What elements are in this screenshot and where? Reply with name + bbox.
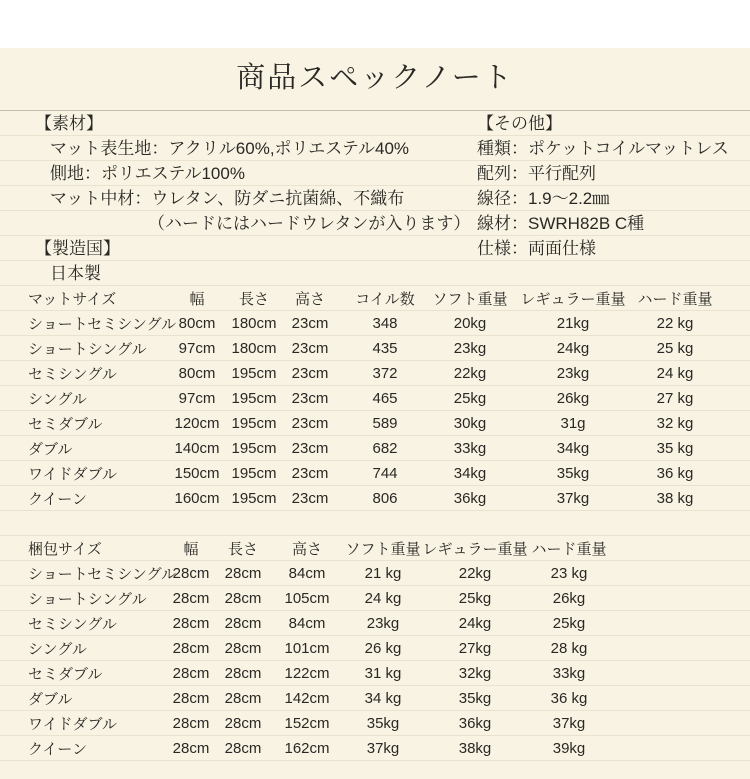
header-row [0, 536, 750, 561]
table-cell: 37kg [366, 740, 400, 757]
table-cell: 744 [372, 465, 398, 482]
table-cell: 28cm [224, 565, 262, 582]
table-cell: 35kg [458, 690, 492, 707]
package-size-table-wrap [0, 536, 750, 761]
column-header: コイル数 [355, 291, 415, 308]
table-cell: 28cm [172, 590, 210, 607]
table-cell: 23kg [556, 365, 590, 382]
materials-heading: 【素材】 [35, 114, 103, 133]
table-row [0, 386, 750, 411]
table-cell: 160cm [174, 490, 220, 507]
table-cell: 195cm [231, 390, 277, 407]
table-cell: 97cm [178, 390, 216, 407]
table-cell: 122cm [284, 665, 330, 682]
column-header: ソフト重量 [345, 541, 421, 558]
page-title: 商品スペックノート [236, 62, 514, 94]
table-cell: 28cm [172, 690, 210, 707]
table-cell: 195cm [231, 440, 277, 457]
column-header: 高さ [291, 541, 322, 558]
table-cell: セミダブル [28, 416, 103, 433]
table-cell: 36 kg [656, 465, 694, 482]
other-wire-diameter: 線径：1.9～2.2㎜ [477, 189, 610, 208]
table-cell: 20kg [453, 315, 487, 332]
table-cell: 180cm [231, 315, 277, 332]
column-header: 高さ [294, 291, 325, 308]
table-row [0, 636, 750, 661]
table-row [0, 311, 750, 336]
table-cell: クイーン [28, 741, 87, 758]
table-cell: 25kg [458, 590, 492, 607]
filler-cell [609, 661, 750, 686]
table-cell: ショートセミシングル [28, 316, 177, 333]
table-cell: 162cm [284, 740, 330, 757]
table-cell: 80cm [178, 365, 216, 382]
filler-cell [609, 586, 750, 611]
table-cell: 28cm [224, 615, 262, 632]
mat-size-table-wrap [0, 286, 750, 511]
table-cell: ショートセミシングル [28, 566, 177, 583]
other-heading: 【その他】 [477, 114, 562, 133]
table-cell: 21kg [556, 315, 590, 332]
table-cell: 23 kg [550, 565, 588, 582]
mat-size-table [0, 286, 750, 511]
table-row [0, 686, 750, 711]
table-cell: 28cm [224, 590, 262, 607]
filler-cell [609, 561, 750, 586]
table-cell: 30kg [453, 415, 487, 432]
table-row [0, 436, 750, 461]
table-cell: 23kg [366, 615, 400, 632]
table-cell: 348 [372, 315, 398, 332]
table-cell: 105cm [284, 590, 330, 607]
table-cell: 23cm [291, 365, 329, 382]
materials-filling-note: （ハードにはハードウレタンが入ります） [148, 214, 471, 233]
column-header: レギュラー重量 [520, 291, 626, 308]
filler-cell [713, 361, 750, 386]
table-row [0, 711, 750, 736]
table-cell: 23cm [291, 465, 329, 482]
table-cell: クイーン [28, 491, 87, 508]
table-cell: 27 kg [656, 390, 694, 407]
table-row [0, 461, 750, 486]
other-spec: 仕様：両面仕様 [477, 239, 596, 258]
table-cell: ダブル [28, 691, 73, 708]
column-header: ハード重量 [531, 541, 607, 558]
table-cell: 140cm [174, 440, 220, 457]
table-cell: 34kg [453, 465, 487, 482]
table-row [0, 611, 750, 636]
table-cell: ワイドダブル [28, 466, 117, 483]
table-cell: 84cm [288, 565, 326, 582]
table-cell: 34 kg [364, 690, 402, 707]
column-header: 梱包サイズ [28, 541, 102, 558]
filler-cell [713, 311, 750, 336]
table-cell: 26kg [552, 590, 586, 607]
filler-cell [713, 461, 750, 486]
table-cell: 150cm [174, 465, 220, 482]
table-cell: 195cm [231, 465, 277, 482]
table-cell: セミシングル [28, 366, 117, 383]
table-cell: 35 kg [656, 440, 694, 457]
table-cell: 38kg [458, 740, 492, 757]
table-cell: 32 kg [656, 415, 694, 432]
table-cell: セミシングル [28, 616, 117, 633]
column-header: 幅 [183, 541, 199, 558]
table-cell: 28cm [172, 715, 210, 732]
table-cell: 22 kg [656, 315, 694, 332]
table-cell: 142cm [284, 690, 330, 707]
table-cell: 23cm [291, 490, 329, 507]
table-cell: 28cm [224, 690, 262, 707]
materials-surface-fabric: マット表生地：アクリル60%,ポリエステル40% [50, 139, 410, 158]
table-cell: ワイドダブル [28, 716, 117, 733]
table-cell: 39kg [552, 740, 586, 757]
table-cell: 23kg [453, 340, 487, 357]
filler-cell [609, 636, 750, 661]
country-value: 日本製 [50, 264, 101, 283]
package-size-table [0, 536, 750, 761]
table-cell: 195cm [231, 365, 277, 382]
table-cell: 23cm [291, 315, 329, 332]
table-cell: 28cm [172, 640, 210, 657]
table-cell: シングル [28, 641, 87, 658]
table-row [0, 736, 750, 761]
table-cell: 152cm [284, 715, 330, 732]
table-cell: 37kg [556, 490, 590, 507]
table-row [0, 411, 750, 436]
column-header: 幅 [189, 291, 205, 308]
filler-cell [609, 711, 750, 736]
table-row [0, 661, 750, 686]
table-cell: 806 [372, 490, 398, 507]
column-header: ソフト重量 [432, 291, 508, 308]
table-cell: 195cm [231, 415, 277, 432]
materials-filling: マット中材：ウレタン、防ダニ抗菌綿、不織布 [50, 189, 405, 208]
other-arrangement: 配列：平行配列 [477, 164, 596, 183]
table-cell: セミダブル [28, 666, 103, 683]
table-cell: 180cm [231, 340, 277, 357]
table-cell: 28cm [224, 640, 262, 657]
table-cell: 23cm [291, 390, 329, 407]
table-cell: ショートシングル [28, 341, 147, 358]
table-cell: 38 kg [656, 490, 694, 507]
table-cell: 26kg [556, 390, 590, 407]
title-block [0, 48, 750, 111]
table-cell: 36kg [453, 490, 487, 507]
table-cell: 28cm [224, 715, 262, 732]
column-header: ハード重量 [637, 291, 713, 308]
table-cell: 35kg [366, 715, 400, 732]
table-cell: 24 kg [656, 365, 694, 382]
table-cell: 24 kg [364, 590, 402, 607]
table-cell: 33kg [552, 665, 586, 682]
column-header: 長さ [238, 291, 269, 308]
table-cell: ダブル [28, 441, 73, 458]
table-cell: 25kg [552, 615, 586, 632]
filler-cell [713, 286, 750, 311]
table-cell: 36kg [458, 715, 492, 732]
table-cell: 35kg [556, 465, 590, 482]
filler-cell [713, 411, 750, 436]
table-cell: 33kg [453, 440, 487, 457]
header-row [0, 286, 750, 311]
table-cell: 25 kg [656, 340, 694, 357]
materials-side-fabric: 側地：ポリエステル100% [50, 164, 245, 183]
table-cell: 37kg [552, 715, 586, 732]
filler-cell [609, 611, 750, 636]
table-cell: 34kg [556, 440, 590, 457]
column-header: レギュラー重量 [422, 541, 528, 558]
filler-cell [713, 486, 750, 511]
table-cell: 27kg [458, 640, 492, 657]
table-cell: 28cm [172, 665, 210, 682]
table-cell: 31 kg [364, 665, 402, 682]
filler-cell [609, 686, 750, 711]
table-cell: 36 kg [550, 690, 588, 707]
other-wire-material: 線材：SWRH82B C種 [477, 214, 645, 233]
filler-cell [609, 536, 750, 561]
table-cell: 31g [560, 415, 586, 432]
table-row [0, 586, 750, 611]
table-cell: 465 [372, 390, 398, 407]
column-header: 長さ [227, 541, 258, 558]
spec-content [0, 111, 750, 778]
filler-cell [713, 436, 750, 461]
table-cell: 97cm [178, 340, 216, 357]
table-cell: 24kg [458, 615, 492, 632]
spec-note-page [0, 48, 750, 779]
filler-cell [609, 736, 750, 761]
filler-cell [713, 386, 750, 411]
table-cell: 435 [372, 340, 398, 357]
table-cell: 195cm [231, 490, 277, 507]
table-cell: 84cm [288, 615, 326, 632]
table-cell: 22kg [453, 365, 487, 382]
table-cell: 682 [372, 440, 398, 457]
table-cell: 28cm [172, 740, 210, 757]
table-cell: 24kg [556, 340, 590, 357]
info-section [0, 111, 750, 286]
table-cell: シングル [28, 391, 87, 408]
column-header: マットサイズ [28, 291, 117, 308]
table-cell: 26 kg [364, 640, 402, 657]
table-cell: 25kg [453, 390, 487, 407]
country-heading: 【製造国】 [35, 239, 120, 258]
table-cell: 21 kg [364, 565, 402, 582]
table-row [0, 361, 750, 386]
table-cell: 589 [372, 415, 398, 432]
table-cell: 28cm [224, 740, 262, 757]
table-cell: 32kg [458, 665, 492, 682]
table-cell: 28cm [172, 565, 210, 582]
other-specs-section [477, 111, 729, 261]
table-cell: 80cm [178, 315, 216, 332]
table-row [0, 561, 750, 586]
table-row [0, 486, 750, 511]
other-type: 種類：ポケットコイルマットレス [477, 139, 729, 158]
table-cell: 22kg [458, 565, 492, 582]
table-cell: 28 kg [550, 640, 588, 657]
table-row [0, 336, 750, 361]
table-cell: 372 [372, 365, 398, 382]
table-cell: 23cm [291, 415, 329, 432]
table-cell: 23cm [291, 340, 329, 357]
table-cell: 120cm [174, 415, 220, 432]
filler-cell [713, 336, 750, 361]
table-cell: ショートシングル [28, 591, 147, 608]
table-cell: 28cm [224, 665, 262, 682]
table-cell: 23cm [291, 440, 329, 457]
table-cell: 101cm [284, 640, 330, 657]
table-cell: 28cm [172, 615, 210, 632]
